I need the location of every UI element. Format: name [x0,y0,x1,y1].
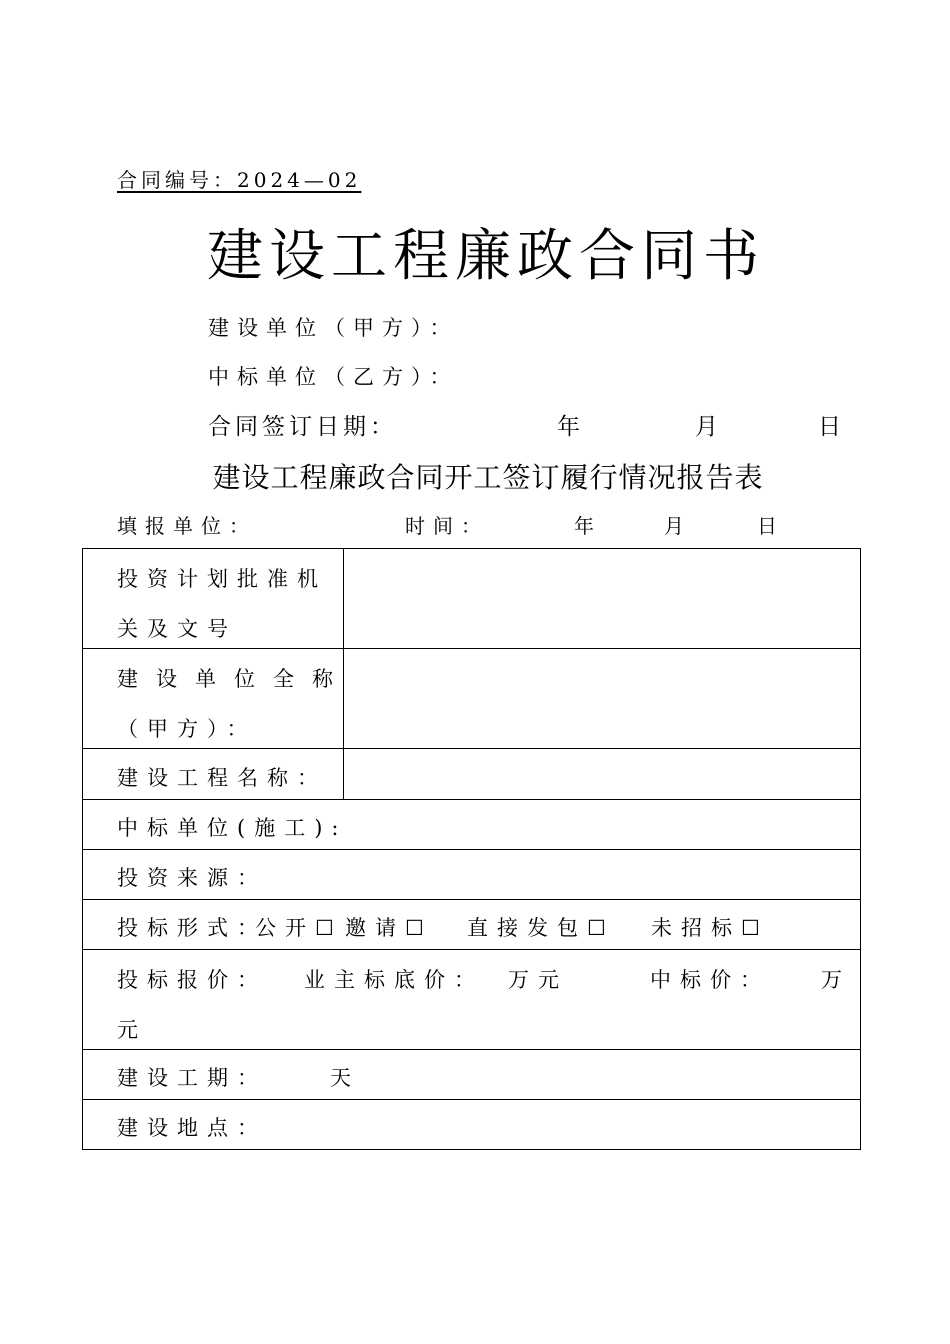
bid-form-label: 投标形式： [117,916,267,940]
row-bid-form [83,900,860,950]
party-b-label: 中标单位（乙方）： [208,365,459,389]
winning-price-label: 中标价： [650,968,770,992]
duration-label: 建设工期： [117,1066,267,1090]
signing-year-label: 年 [557,414,580,440]
winning-price-unit: 万 [821,968,851,992]
bid-price-label: 投标报价： [117,968,267,992]
report-form-table [82,548,861,1150]
project-name-label: 建设工程名称： [117,766,327,790]
winning-price-unit-wrap: 元 [117,1018,147,1042]
party-a-label: 建设单位（甲方）： [208,316,459,340]
contract-number: 合同编号：2024—02 [117,168,362,192]
owner-label-line2: （甲方）： [117,717,257,741]
fill-unit-label: 填报单位： [117,514,257,538]
fill-year-label: 年 [574,514,602,538]
bid-direct-option: 直接发包☐ [467,916,615,940]
row-project-name [83,749,860,800]
location-label: 建设地点： [117,1116,267,1140]
row-fund-source [83,850,860,900]
row-contractor [83,800,860,850]
owner-label-line1: 建设单位全称 [117,667,351,691]
fill-month-label: 月 [664,514,692,538]
row-approval [83,549,860,649]
duration-unit: 天 [330,1066,360,1090]
row-owner [83,649,860,749]
contractor-label: 中标单位(施工): [117,816,348,840]
signing-day-label: 日 [818,414,841,440]
signing-date-label: 合同签订日期： [208,414,397,440]
fund-source-label: 投资来源： [117,866,267,890]
report-title: 建设工程廉政合同开工签订履行情况报告表 [212,461,764,494]
approval-label-line2: 关及文号 [117,617,237,641]
row-bid-price [83,950,860,1050]
signing-month-label: 月 [695,414,718,440]
row-location [83,1100,860,1150]
owner-label-cell [83,649,351,748]
fill-time-label: 时间： [405,514,489,538]
fill-day-label: 日 [757,514,785,538]
document-title: 建设工程廉政合同书 [207,224,765,289]
approval-label-line1: 投资计划批准机 [117,567,327,591]
row-duration [83,1050,860,1100]
bid-none-option: 未招标☐ [651,916,769,940]
owner-base-price-label: 业主标底价： [304,968,484,992]
base-price-unit: 万元 [508,968,568,992]
bid-open-option: 公开☐ [255,916,343,940]
bid-invite-option: 邀请☐ [345,916,433,940]
project-name-label-cell [83,749,344,799]
approval-label-cell [83,549,344,648]
